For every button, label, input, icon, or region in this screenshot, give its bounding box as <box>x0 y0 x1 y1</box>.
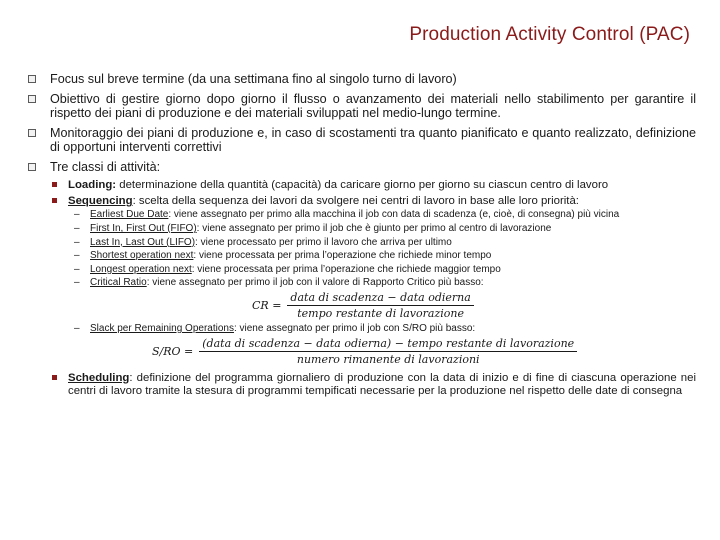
rule-name: Shortest operation next <box>90 250 194 262</box>
class-label: Loading: <box>68 179 117 191</box>
rule-text: : viene assegnato per primo il job con S/RO più basso: <box>233 322 476 334</box>
formula-denominator: numero rimanente di lavorazioni <box>296 352 480 366</box>
rule-longest-operation <box>26 263 696 277</box>
rule-text: : viene processata per prima l’operazione che richiede minor tempo <box>193 250 492 262</box>
bullet-text: Focus sul breve termine (da una settimana fino al singolo turno di lavoro) <box>50 72 457 86</box>
bullet-focus <box>26 72 696 87</box>
class-label: Scheduling <box>68 371 130 384</box>
bullet-text: Monitoraggio dei piani di produzione e, in caso di scostamenti tra quanto pianificato e quanto realizzato, definizione di opportuni interventi correttivi <box>50 125 696 154</box>
square-bullet-icon <box>28 129 36 137</box>
rule-shortest-operation <box>26 249 696 263</box>
slide-content <box>26 72 696 398</box>
dash-bullet: – <box>74 236 80 248</box>
class-text: : scelta della sequenza dei lavori da svolgere nei centri di lavoro in base alle loro priorità: <box>132 195 579 208</box>
dash-bullet: – <box>74 250 80 262</box>
page-title: Production Activity Control (PAC) <box>409 24 690 45</box>
rule-text: : viene assegnato per primo il job che è giunto per primo al centro di lavorazione <box>196 223 552 234</box>
rule-name: First In, First Out (FIFO) <box>90 223 197 234</box>
formula-numerator: data di scadenza − data odierna <box>287 291 473 306</box>
square-bullet-icon <box>28 163 36 171</box>
rule-name: Critical Ratio <box>90 277 147 289</box>
formula-numerator: (data di scadenza − data odierna) − tempo restante di lavorazione <box>199 337 577 352</box>
square-bullet-icon <box>28 95 36 103</box>
class-text: : definizione del programma giornaliero di produzione con la data di inizio e di fine di ciascuna operazione nei centri di lavoro tramite la stesura di programmi tempificati necessarie per la produzione nel rispetto delle date di consegna <box>68 371 696 397</box>
class-text: determinazione della quantità (capacità) da caricare giorno per giorno su ciascun centro di lavoro <box>116 179 609 191</box>
rule-text: : viene processato per primo il lavoro che arriva per ultimo <box>195 236 452 248</box>
formula-denominator: tempo restante di lavorazione <box>297 306 464 320</box>
class-label: Sequencing <box>68 195 133 208</box>
rule-name: Earliest Due Date <box>90 209 169 221</box>
square-bullet-icon <box>52 182 57 187</box>
square-bullet-icon <box>28 75 36 83</box>
class-loading <box>26 179 696 192</box>
class-scheduling <box>26 372 696 398</box>
critical-ratio-formula <box>26 291 696 320</box>
rule-name: Longest operation next <box>90 263 192 275</box>
rule-critical-ratio <box>26 276 696 290</box>
rule-earliest-due-date <box>26 208 696 222</box>
formula-lhs: S/RO = <box>152 344 194 358</box>
formula-fraction <box>287 291 473 320</box>
rule-name: Last In, Last Out (LIFO) <box>90 236 196 248</box>
dash-bullet: – <box>74 209 80 221</box>
square-bullet-icon <box>52 375 57 380</box>
rule-fifo <box>26 222 696 236</box>
dash-bullet: – <box>74 263 80 275</box>
rule-name: Slack per Remaining Operations <box>90 322 234 334</box>
slack-ratio-formula <box>26 337 696 366</box>
class-sequencing <box>26 195 696 208</box>
square-bullet-icon <box>52 198 57 203</box>
bullet-text: Obiettivo di gestire giorno dopo giorno il flusso o avanzamento dei materiali nello stabilimento per garantire il rispetto dei piani di produzione e dei materiali sviluppati nel medio-lungo termine. <box>50 91 696 120</box>
bullet-monitoring <box>26 126 696 155</box>
rule-lifo <box>26 236 696 250</box>
dash-bullet: – <box>74 277 80 289</box>
bullet-classes <box>26 160 696 175</box>
bullet-text: Tre classi di attività: <box>50 159 161 174</box>
rule-slack-per-remaining-operations <box>26 322 696 336</box>
rule-text: : viene assegnato per primo il job con il valore di Rapporto Critico più basso: <box>146 277 484 289</box>
rule-text: : viene assegnato per primo alla macchina il job con data di scadenza (e, cioè, di consegna) più vicina <box>168 209 620 221</box>
dash-bullet: – <box>74 322 80 334</box>
dash-bullet: – <box>74 223 80 234</box>
formula-lhs: CR = <box>252 298 282 312</box>
formula-fraction <box>199 337 577 366</box>
rule-text: : viene processata per prima l’operazione che richiede maggior tempo <box>191 263 501 275</box>
bullet-objective <box>26 92 696 121</box>
